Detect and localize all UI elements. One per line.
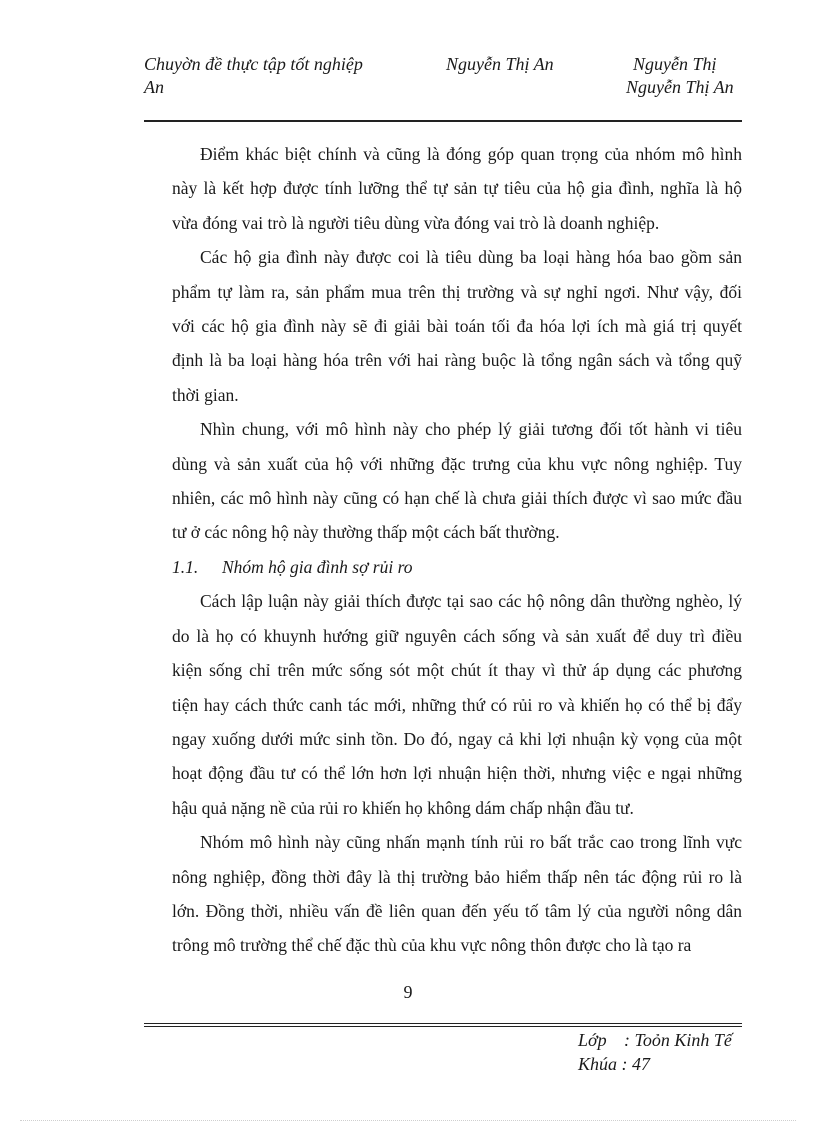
text-line: nhiên, các mô hình này cũng có hạn chế là chưa giải thích được vì sao mức đầu [172, 488, 742, 509]
footer-cohort-value: : 47 [621, 1054, 651, 1074]
text-line: tiện hay cách thức canh tác mới, những thứ có rủi ro và khiến họ có thể bị đẩy [172, 694, 742, 715]
text-line: tư ở các nông hộ này thường thấp một cách bất thường. [172, 522, 560, 543]
text-line: hậu quả nặng nề của rủi ro khiến họ không dám chấp nhận đầu tư. [172, 797, 634, 818]
header-author-right: Nguyễn Thị [633, 54, 717, 74]
header-author-right-2: Nguyễn Thị An [626, 77, 734, 97]
text-line: hoạt động đầu tư có thể lớn hơn lợi nhuận hiện thời, nhưng việc e ngại những [172, 763, 742, 784]
page-footer [578, 1028, 748, 1076]
text-line: Điểm khác biệt chính và cũng là đóng góp quan trọng của nhóm mô hình [200, 144, 742, 164]
footer-class-value: : Toỏn Kinh Tế [624, 1030, 732, 1050]
section-heading [144, 550, 742, 584]
text-line: dùng và sản xuất của hộ với những đặc trưng của khu vực nông nghiệp. Tuy [172, 453, 742, 474]
footer-class-line [578, 1028, 748, 1052]
page-number: 9 [403, 982, 413, 1002]
paragraph-1 [144, 137, 742, 240]
paragraph-3 [144, 412, 742, 550]
text-line: lớn. Đồng thời, nhiều vấn đề liên quan đến yếu tố tâm lý của người nông dân [172, 900, 742, 921]
paragraph-2 [144, 240, 742, 412]
text-line: định là ba loại hàng hóa trên với hai ràng buộc là tổng ngân sách và tổng quỹ [172, 350, 742, 371]
paragraph-4 [144, 584, 742, 825]
text-line: Cách lập luận này giải thích được tại sao các hộ nông dân thường nghèo, lý [200, 591, 742, 612]
page-header [144, 50, 744, 100]
footer-cohort-line [578, 1052, 748, 1076]
footer-divider [144, 1023, 742, 1024]
text-line: Nhìn chung, với mô hình này cho phép lý giải tương đối tốt hành vi tiêu [200, 419, 742, 440]
header-document-title: Chuyờn đề thực tập tốt nghiệp [144, 54, 363, 74]
text-line: này là kết hợp được tính lưỡng thể tự sản tự tiêu của hộ gia đình, nghĩa là hộ [172, 178, 742, 199]
footer-divider-secondary [144, 1026, 742, 1027]
text-line: phẩm tự làm ra, sản phẩm mua trên thị trường và sự nghỉ ngơi. Như vậy, đối [172, 281, 742, 302]
page-bottom-edge [20, 1120, 796, 1121]
text-line: nông nghiệp, đồng thời đây là thị trường bảo hiểm thấp nên tác động rủi ro là [172, 866, 742, 887]
section-title: Nhóm hộ gia đình sợ rủi ro [222, 556, 413, 577]
header-divider [144, 120, 742, 122]
document-body [144, 137, 742, 963]
header-title-continuation: An [144, 77, 164, 97]
text-line: vừa đóng vai trò là người tiêu dùng vừa đóng vai trò là doanh nghiệp. [172, 212, 660, 233]
text-line: với các hộ gia đình này sẽ đi giải bài toán tối đa hóa lợi ích mà giá trị quyết [172, 316, 742, 337]
text-line: Các hộ gia đình này được coi là tiêu dùng ba loại hàng hóa bao gồm sản [200, 247, 742, 268]
text-line: trông mô trường thể chế đặc thù của khu vực nông thôn được cho là tạo ra [172, 935, 692, 956]
text-line: kiện sống chỉ trên mức sống sót một chút ít thay vì thử áp dụng các phương [172, 660, 742, 681]
section-number: 1.1. [172, 556, 199, 577]
footer-cohort-label: Khúa [578, 1054, 618, 1074]
paragraph-5 [144, 825, 742, 963]
text-line: Nhóm mô hình này cũng nhấn mạnh tính rủi ro bất trắc cao trong lĩnh vực [200, 832, 742, 853]
header-author-center: Nguyễn Thị An [446, 54, 554, 74]
text-line: thời gian. [172, 384, 239, 405]
text-line: do là họ có khuynh hướng giữ nguyên cách sống và sản xuất để duy trì điều [172, 625, 742, 646]
footer-class-label: Lớp [578, 1030, 607, 1050]
text-line: ngay xuống dưới mức sinh tồn. Do đó, ngay cả khi lợi nhuận kỳ vọng của một [172, 728, 742, 749]
